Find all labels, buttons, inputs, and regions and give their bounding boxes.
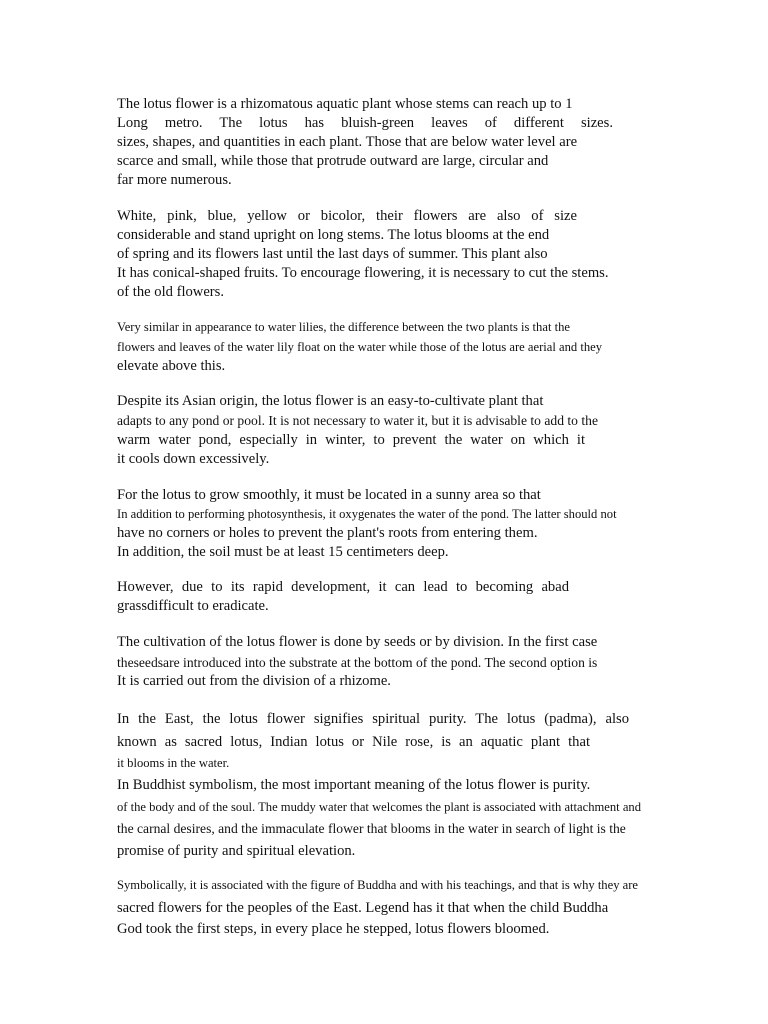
text-line: Despite its Asian origin, the lotus flower is an easy-to-cultivate plant that — [117, 393, 544, 409]
text-line: Long metro. The lotus has bluish-green leaves of different sizes. — [117, 115, 613, 131]
text-line: of the old flowers. — [117, 284, 224, 300]
text-line: In addition to performing photosynthesis, it oxygenates the water of the pond. The latter should not — [117, 507, 617, 521]
text-line: promise of purity and spiritual elevation. — [117, 843, 356, 859]
text-line: scarce and small, while those that protrude outward are large, circular and — [117, 153, 549, 169]
text-line: grassdifficult to eradicate. — [117, 598, 269, 614]
text-line: The lotus flower is a rhizomatous aquatic plant whose stems can reach up to 1 — [117, 96, 573, 112]
text-line: For the lotus to grow smoothly, it must be located in a sunny area so that — [117, 487, 541, 503]
text-line: warm water pond, especially in winter, to prevent the water on which it — [117, 432, 585, 448]
text-line: it cools down excessively. — [117, 451, 270, 467]
text-line: far more numerous. — [117, 172, 232, 188]
text-line: Symbolically, it is associated with the figure of Buddha and with his teachings, and that is why they are — [117, 878, 639, 892]
text-line: However, due to its rapid development, it can lead to becoming abad — [117, 579, 569, 595]
text-line: It is carried out from the division of a rhizome. — [117, 673, 391, 689]
text-line: sacred flowers for the peoples of the East. Legend has it that when the child Buddha — [117, 900, 609, 916]
text-line: it blooms in the water. — [117, 756, 230, 770]
text-line: of the body and of the soul. The muddy water that welcomes the plant is associated with attachment and — [117, 800, 642, 814]
text-line: sizes, shapes, and quantities in each plant. Those that are below water level are — [117, 134, 578, 150]
text-line: Very similar in appearance to water lilies, the difference between the two plants is that the — [117, 320, 570, 334]
text-line: In Buddhist symbolism, the most important meaning of the lotus flower is purity. — [117, 777, 591, 793]
text-line: The cultivation of the lotus flower is done by seeds or by division. In the first case — [117, 634, 598, 650]
text-line: the carnal desires, and the immaculate flower that blooms in the water in search of light is the — [117, 821, 626, 836]
text-line: elevate above this. — [117, 358, 226, 374]
text-line: of spring and its flowers last until the last days of summer. This plant also — [117, 246, 548, 262]
text-line: It has conical-shaped fruits. To encourage flowering, it is necessary to cut the stems. — [117, 265, 609, 281]
text-line: known as sacred lotus, Indian lotus or Nile rose, is an aquatic plant that — [117, 734, 590, 750]
text-line: have no corners or holes to prevent the plant's roots from entering them. — [117, 525, 538, 541]
text-line: In the East, the lotus flower signifies spiritual purity. The lotus (padma), also — [117, 711, 629, 727]
text-line: White, pink, blue, yellow or bicolor, their flowers are also of size — [117, 208, 577, 224]
text-line: adapts to any pond or pool. It is not necessary to water it, but it is advisable to add to the — [117, 413, 598, 428]
text-line: theseedsare introduced into the substrate at the bottom of the pond. The second option is — [117, 655, 598, 670]
text-line: considerable and stand upright on long stems. The lotus blooms at the end — [117, 227, 550, 243]
text-line: In addition, the soil must be at least 15 centimeters deep. — [117, 544, 449, 560]
text-line: flowers and leaves of the water lily float on the water while those of the lotus are aerial and they — [117, 340, 603, 354]
text-line: God took the first steps, in every place he stepped, lotus flowers bloomed. — [117, 921, 550, 937]
